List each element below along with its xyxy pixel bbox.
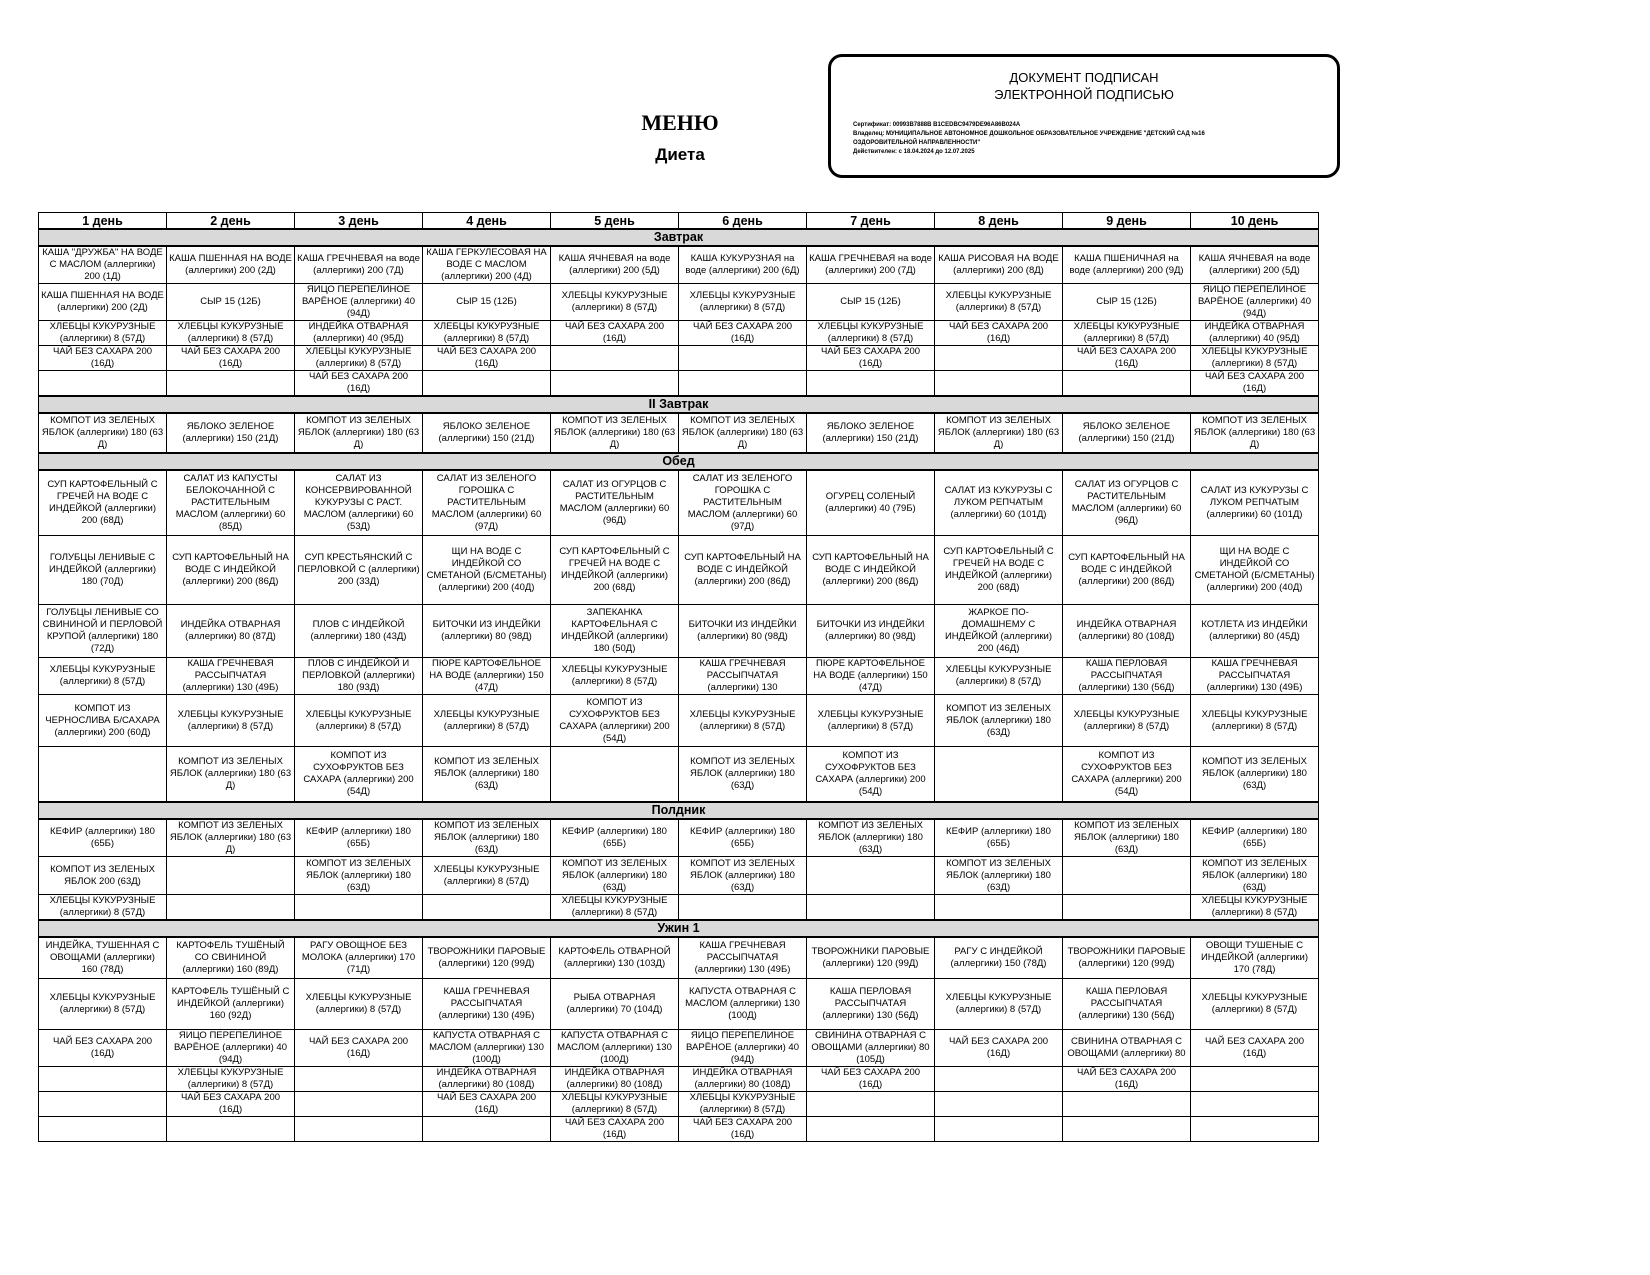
menu-cell: ЧАЙ БЕЗ САХАРА 200 (16Д) — [167, 1092, 295, 1117]
section-title: II Завтрак — [39, 396, 1319, 413]
menu-cell: СЫР 15 (12Б) — [167, 284, 295, 321]
menu-row — [39, 1117, 1319, 1142]
menu-cell — [167, 1117, 295, 1142]
menu-cell: КАРТОФЕЛЬ ТУШЁНЫЙ СО СВИНИНОЙ (аллергики) 160 (89Д) — [167, 937, 295, 979]
menu-cell — [167, 371, 295, 397]
section-title: Полдник — [39, 802, 1319, 819]
menu-cell: ХЛЕБЦЫ КУКУРУЗНЫЕ (аллергики) 8 (57Д) — [807, 321, 935, 346]
menu-cell: САЛАТ ИЗ ОГУРЦОВ С РАСТИТЕЛЬНЫМ МАСЛОМ (аллергики) 60 (96Д) — [1063, 470, 1191, 536]
menu-cell: ЧАЙ БЕЗ САХАРА 200 (16Д) — [935, 1030, 1063, 1067]
menu-cell: ХЛЕБЦЫ КУКУРУЗНЫЕ (аллергики) 8 (57Д) — [679, 1092, 807, 1117]
menu-cell — [167, 895, 295, 921]
menu-cell — [423, 1117, 551, 1142]
menu-cell — [679, 895, 807, 921]
signature-stamp — [828, 54, 1340, 178]
menu-cell: СУП КАРТОФЕЛЬНЫЙ НА ВОДЕ С ИНДЕЙКОЙ (аллергики) 200 (86Д) — [807, 536, 935, 605]
menu-row — [39, 346, 1319, 371]
menu-row — [39, 937, 1319, 979]
menu-cell: ЧАЙ БЕЗ САХАРА 200 (16Д) — [423, 346, 551, 371]
menu-cell: ХЛЕБЦЫ КУКУРУЗНЫЕ (аллергики) 8 (57Д) — [679, 695, 807, 747]
menu-cell: САЛАТ ИЗ ЗЕЛЕНОГО ГОРОШКА С РАСТИТЕЛЬНЫМ МАСЛОМ (аллергики) 60 (97Д) — [679, 470, 807, 536]
menu-cell: ЯИЦО ПЕРЕПЕЛИНОЕ ВАРЁНОЕ (аллергики) 40 (94Д) — [679, 1030, 807, 1067]
menu-cell: ХЛЕБЦЫ КУКУРУЗНЫЕ (аллергики) 8 (57Д) — [39, 979, 167, 1030]
day-header: 7 день — [807, 213, 935, 230]
menu-cell: ПЮРЕ КАРТОФЕЛЬНОЕ НА ВОДЕ (аллергики) 150 (47Д) — [423, 658, 551, 695]
menu-cell: СУП КАРТОФЕЛЬНЫЙ НА ВОДЕ С ИНДЕЙКОЙ (аллергики) 200 (86Д) — [1063, 536, 1191, 605]
menu-cell: КАПУСТА ОТВАРНАЯ С МАСЛОМ (аллергики) 130 (100Д) — [679, 979, 807, 1030]
menu-cell — [807, 895, 935, 921]
menu-cell: ЧАЙ БЕЗ САХАРА 200 (16Д) — [295, 1030, 423, 1067]
menu-cell: ХЛЕБЦЫ КУКУРУЗНЫЕ (аллергики) 8 (57Д) — [1063, 321, 1191, 346]
menu-cell: ХЛЕБЦЫ КУКУРУЗНЫЕ (аллергики) 8 (57Д) — [807, 695, 935, 747]
menu-cell — [423, 371, 551, 397]
menu-cell: КОМПОТ ИЗ СУХОФРУКТОВ БЕЗ САХАРА (аллергики) 200 (54Д) — [807, 747, 935, 803]
menu-cell: ТВОРОЖНИКИ ПАРОВЫЕ (аллергики) 120 (99Д) — [1063, 937, 1191, 979]
menu-cell: ЯБЛОКО ЗЕЛЕНОЕ (аллергики) 150 (21Д) — [807, 413, 935, 453]
menu-cell: ХЛЕБЦЫ КУКУРУЗНЫЕ (аллергики) 8 (57Д) — [551, 1092, 679, 1117]
menu-cell: КОМПОТ ИЗ ЗЕЛЕНЫХ ЯБЛОК (аллергики) 180 (63Д) — [423, 819, 551, 857]
menu-cell — [935, 1117, 1063, 1142]
menu-cell: СВИНИНА ОТВАРНАЯ С ОВОЩАМИ (аллергики) 80 (105Д) — [807, 1030, 935, 1067]
day-header: 5 день — [551, 213, 679, 230]
menu-cell — [807, 1092, 935, 1117]
menu-cell — [295, 1117, 423, 1142]
menu-cell: КАПУСТА ОТВАРНАЯ С МАСЛОМ (аллергики) 130 (100Д) — [551, 1030, 679, 1067]
menu-cell — [295, 1067, 423, 1092]
menu-cell: ХЛЕБЦЫ КУКУРУЗНЫЕ (аллергики) 8 (57Д) — [551, 658, 679, 695]
menu-cell — [1063, 857, 1191, 895]
menu-cell: САЛАТ ИЗ ЗЕЛЕНОГО ГОРОШКА С РАСТИТЕЛЬНЫМ МАСЛОМ (аллергики) 60 (97Д) — [423, 470, 551, 536]
menu-cell: КОТЛЕТА ИЗ ИНДЕЙКИ (аллергики) 80 (45Д) — [1191, 605, 1319, 658]
menu-cell: ЧАЙ БЕЗ САХАРА 200 (16Д) — [807, 346, 935, 371]
menu-cell: ХЛЕБЦЫ КУКУРУЗНЫЕ (аллергики) 8 (57Д) — [167, 1067, 295, 1092]
menu-cell — [935, 1067, 1063, 1092]
menu-cell — [1191, 1092, 1319, 1117]
menu-cell: ИНДЕЙКА ОТВАРНАЯ (аллергики) 40 (95Д) — [1191, 321, 1319, 346]
menu-cell: САЛАТ ИЗ КУКУРУЗЫ С ЛУКОМ РЕПЧАТЫМ (аллергики) 60 (101Д) — [935, 470, 1063, 536]
menu-cell — [551, 747, 679, 803]
menu-cell: ХЛЕБЦЫ КУКУРУЗНЫЕ (аллергики) 8 (57Д) — [935, 284, 1063, 321]
menu-cell: КАРТОФЕЛЬ ОТВАРНОЙ (аллергики) 130 (103Д) — [551, 937, 679, 979]
menu-cell: ЩИ НА ВОДЕ С ИНДЕЙКОЙ СО СМЕТАНОЙ (Б/СМЕТАНЫ) (аллергики) 200 (40Д) — [423, 536, 551, 605]
menu-cell: КАША КУКУРУЗНАЯ на воде (аллергики) 200 (6Д) — [679, 246, 807, 284]
menu-row — [39, 371, 1319, 397]
menu-cell: ХЛЕБЦЫ КУКУРУЗНЫЕ (аллергики) 8 (57Д) — [679, 284, 807, 321]
menu-cell — [295, 1092, 423, 1117]
menu-cell: КОМПОТ ИЗ ЗЕЛЕНЫХ ЯБЛОК (аллергики) 180 (63Д) — [423, 747, 551, 803]
menu-cell: ПЮРЕ КАРТОФЕЛЬНОЕ НА ВОДЕ (аллергики) 150 (47Д) — [807, 658, 935, 695]
menu-cell — [551, 346, 679, 371]
menu-cell: КАША "ДРУЖБА" НА ВОДЕ С МАСЛОМ (аллергики) 200 (1Д) — [39, 246, 167, 284]
menu-cell: КОМПОТ ИЗ ЗЕЛЕНЫХ ЯБЛОК (аллергики) 180 (63 Д) — [551, 413, 679, 453]
menu-row — [39, 895, 1319, 921]
menu-cell: ТВОРОЖНИКИ ПАРОВЫЕ (аллергики) 120 (99Д) — [807, 937, 935, 979]
menu-cell: ХЛЕБЦЫ КУКУРУЗНЫЕ (аллергики) 8 (57Д) — [39, 658, 167, 695]
menu-cell: ХЛЕБЦЫ КУКУРУЗНЫЕ (аллергики) 8 (57Д) — [1191, 346, 1319, 371]
menu-cell — [935, 346, 1063, 371]
menu-cell: КОМПОТ ИЗ ЗЕЛЕНЫХ ЯБЛОК (аллергики) 180 (63Д) — [1191, 857, 1319, 895]
menu-cell: КОМПОТ ИЗ ЗЕЛЕНЫХ ЯБЛОК (аллергики) 180 (63 Д) — [167, 819, 295, 857]
menu-cell: КОМПОТ ИЗ ЗЕЛЕНЫХ ЯБЛОК (аллергики) 180 (63Д) — [679, 857, 807, 895]
section-title: Завтрак — [39, 229, 1319, 246]
menu-cell: ЧАЙ БЕЗ САХАРА 200 (16Д) — [1191, 1030, 1319, 1067]
menu-row — [39, 246, 1319, 284]
menu-cell: БИТОЧКИ ИЗ ИНДЕЙКИ (аллергики) 80 (98Д) — [807, 605, 935, 658]
menu-cell: ЧАЙ БЕЗ САХАРА 200 (16Д) — [167, 346, 295, 371]
menu-cell: БИТОЧКИ ИЗ ИНДЕЙКИ (аллергики) 80 (98Д) — [679, 605, 807, 658]
menu-row — [39, 658, 1319, 695]
menu-cell: КОМПОТ ИЗ ЗЕЛЕНЫХ ЯБЛОК (аллергики) 180 (63Д) — [295, 857, 423, 895]
menu-cell: ЧАЙ БЕЗ САХАРА 200 (16Д) — [935, 321, 1063, 346]
menu-cell: КОМПОТ ИЗ ЗЕЛЕНЫХ ЯБЛОК (аллергики) 180 (63Д) — [1063, 819, 1191, 857]
menu-cell: САЛАТ ИЗ КОНСЕРВИРОВАННОЙ КУКУРУЗЫ С РАСТ. МАСЛОМ (аллергики) 60 (53Д) — [295, 470, 423, 536]
menu-cell — [39, 1092, 167, 1117]
menu-cell: ИНДЕЙКА ОТВАРНАЯ (аллергики) 80 (108Д) — [679, 1067, 807, 1092]
menu-cell: ЯБЛОКО ЗЕЛЕНОЕ (аллергики) 150 (21Д) — [167, 413, 295, 453]
menu-cell: СУП КАРТОФЕЛЬНЫЙ С ГРЕЧЕЙ НА ВОДЕ С ИНДЕЙКОЙ (аллергики) 200 (68Д) — [39, 470, 167, 536]
menu-cell: РАГУ ОВОЩНОЕ БЕЗ МОЛОКА (аллергики) 170 (71Д) — [295, 937, 423, 979]
day-header: 9 день — [1063, 213, 1191, 230]
menu-row — [39, 413, 1319, 453]
menu-cell: КОМПОТ ИЗ СУХОФРУКТОВ БЕЗ САХАРА (аллергики) 200 (54Д) — [295, 747, 423, 803]
menu-cell: СУП КАРТОФЕЛЬНЫЙ НА ВОДЕ С ИНДЕЙКОЙ (аллергики) 200 (86Д) — [167, 536, 295, 605]
menu-cell: РЫБА ОТВАРНАЯ (аллергики) 70 (104Д) — [551, 979, 679, 1030]
menu-cell: КОМПОТ ИЗ ЗЕЛЕНЫХ ЯБЛОК (аллергики) 180 (63Д) — [551, 857, 679, 895]
menu-cell: САЛАТ ИЗ ОГУРЦОВ С РАСТИТЕЛЬНЫМ МАСЛОМ (аллергики) 60 (96Д) — [551, 470, 679, 536]
menu-cell: КЕФИР (аллергики) 180 (65Б) — [39, 819, 167, 857]
menu-cell: КАША ГРЕЧНЕВАЯ РАССЫПЧАТАЯ (аллергики) 130 (49Б) — [1191, 658, 1319, 695]
menu-cell: ЧАЙ БЕЗ САХАРА 200 (16Д) — [1063, 1067, 1191, 1092]
menu-cell: ГОЛУБЦЫ ЛЕНИВЫЕ С ИНДЕЙКОЙ (аллергики) 180 (70Д) — [39, 536, 167, 605]
menu-cell: КАША ПЕРЛОВАЯ РАССЫПЧАТАЯ (аллергики) 130 (56Д) — [1063, 658, 1191, 695]
menu-cell: КОМПОТ ИЗ ЗЕЛЕНЫХ ЯБЛОК (аллергики) 180 (63 Д) — [167, 747, 295, 803]
menu-cell — [935, 371, 1063, 397]
menu-cell: ХЛЕБЦЫ КУКУРУЗНЫЕ (аллергики) 8 (57Д) — [423, 695, 551, 747]
menu-cell: КОМПОТ ИЗ СУХОФРУКТОВ БЕЗ САХАРА (аллергики) 200 (54Д) — [1063, 747, 1191, 803]
menu-cell: ЯБЛОКО ЗЕЛЕНОЕ (аллергики) 150 (21Д) — [1063, 413, 1191, 453]
menu-cell — [1063, 1117, 1191, 1142]
menu-cell: КОМПОТ ИЗ ЗЕЛЕНЫХ ЯБЛОК (аллергики) 180 (63 Д) — [679, 413, 807, 453]
menu-cell: КАША ПШЕННАЯ НА ВОДЕ (аллергики) 200 (2Д) — [39, 284, 167, 321]
menu-cell — [807, 857, 935, 895]
signature-owner: Владелец: МУНИЦИПАЛЬНОЕ АВТОНОМНОЕ ДОШКОЛЬНОЕ ОБРАЗОВАТЕЛЬНОЕ УЧРЕЖДЕНИЕ "ДЕТСКИЙ САД №16 — [853, 131, 1205, 137]
menu-cell: ЗАПЕКАНКА КАРТОФЕЛЬНАЯ С ИНДЕЙКОЙ (аллергики) 180 (50Д) — [551, 605, 679, 658]
menu-cell: БИТОЧКИ ИЗ ИНДЕЙКИ (аллергики) 80 (98Д) — [423, 605, 551, 658]
menu-cell: КОМПОТ ИЗ ЧЕРНОСЛИВА Б/САХАРА (аллергики) 200 (60Д) — [39, 695, 167, 747]
section-title: Ужин 1 — [39, 920, 1319, 937]
menu-cell — [1191, 1117, 1319, 1142]
menu-cell — [679, 346, 807, 371]
menu-cell — [1191, 1067, 1319, 1092]
signature-line2: ЭЛЕКТРОННОЙ ПОДПИСЬЮ — [994, 87, 1174, 102]
menu-cell: ХЛЕБЦЫ КУКУРУЗНЫЕ (аллергики) 8 (57Д) — [295, 979, 423, 1030]
menu-cell: КЕФИР (аллергики) 180 (65Б) — [935, 819, 1063, 857]
section-header-row — [39, 453, 1319, 470]
menu-cell: ПЛОВ С ИНДЕЙКОЙ И ПЕРЛОВКОЙ (аллергики) 180 (93Д) — [295, 658, 423, 695]
menu-row — [39, 536, 1319, 605]
menu-cell: КАРТОФЕЛЬ ТУШЁНЫЙ С ИНДЕЙКОЙ (аллергики) 160 (92Д) — [167, 979, 295, 1030]
menu-cell — [807, 371, 935, 397]
menu-row — [39, 284, 1319, 321]
menu-cell: ОГУРЕЦ СОЛЕНЫЙ (аллергики) 40 (79Б) — [807, 470, 935, 536]
menu-cell: КЕФИР (аллергики) 180 (65Б) — [295, 819, 423, 857]
menu-cell: ЧАЙ БЕЗ САХАРА 200 (16Д) — [1063, 346, 1191, 371]
menu-cell — [1063, 895, 1191, 921]
menu-cell: КОМПОТ ИЗ ЗЕЛЕНЫХ ЯБЛОК (аллергики) 180 (63Д) — [679, 747, 807, 803]
menu-cell: ЯИЦО ПЕРЕПЕЛИНОЕ ВАРЁНОЕ (аллергики) 40 (94Д) — [167, 1030, 295, 1067]
menu-cell: ХЛЕБЦЫ КУКУРУЗНЫЕ (аллергики) 8 (57Д) — [167, 695, 295, 747]
menu-cell: ИНДЕЙКА ОТВАРНАЯ (аллергики) 80 (108Д) — [551, 1067, 679, 1092]
menu-row — [39, 819, 1319, 857]
menu-cell: ХЛЕБЦЫ КУКУРУЗНЫЕ (аллергики) 8 (57Д) — [551, 284, 679, 321]
menu-cell: ЖАРКОЕ ПО-ДОМАШНЕМУ С ИНДЕЙКОЙ (аллергики) 200 (46Д) — [935, 605, 1063, 658]
menu-cell: КОМПОТ ИЗ ЗЕЛЕНЫХ ЯБЛОК (аллергики) 180 (63Д) — [935, 857, 1063, 895]
menu-cell: КОМПОТ ИЗ ЗЕЛЕНЫХ ЯБЛОК (аллергики) 180 (63Д) — [807, 819, 935, 857]
menu-cell: ХЛЕБЦЫ КУКУРУЗНЫЕ (аллергики) 8 (57Д) — [935, 979, 1063, 1030]
menu-cell: ЯИЦО ПЕРЕПЕЛИНОЕ ВАРЁНОЕ (аллергики) 40 (94Д) — [1191, 284, 1319, 321]
page-subtitle: Диета — [655, 145, 705, 164]
menu-cell: ХЛЕБЦЫ КУКУРУЗНЫЕ (аллергики) 8 (57Д) — [39, 321, 167, 346]
menu-cell: КЕФИР (аллергики) 180 (65Б) — [551, 819, 679, 857]
menu-cell: КОМПОТ ИЗ ЗЕЛЕНЫХ ЯБЛОК (аллергики) 180 (63 Д) — [39, 413, 167, 453]
menu-cell: ХЛЕБЦЫ КУКУРУЗНЫЕ (аллергики) 8 (57Д) — [295, 346, 423, 371]
menu-cell: КОМПОТ ИЗ ЗЕЛЕНЫХ ЯБЛОК 200 (63Д) — [39, 857, 167, 895]
menu-row — [39, 979, 1319, 1030]
menu-cell: ХЛЕБЦЫ КУКУРУЗНЫЕ (аллергики) 8 (57Д) — [295, 695, 423, 747]
menu-cell: КАША ПШЕНИЧНАЯ на воде (аллергики) 200 (9Д) — [1063, 246, 1191, 284]
menu-cell: ХЛЕБЦЫ КУКУРУЗНЫЕ (аллергики) 8 (57Д) — [551, 895, 679, 921]
menu-cell: ЩИ НА ВОДЕ С ИНДЕЙКОЙ СО СМЕТАНОЙ (Б/СМЕТАНЫ) (аллергики) 200 (40Д) — [1191, 536, 1319, 605]
menu-cell: ЯИЦО ПЕРЕПЕЛИНОЕ ВАРЁНОЕ (аллергики) 40 (94Д) — [295, 284, 423, 321]
menu-cell — [295, 895, 423, 921]
menu-cell: КЕФИР (аллергики) 180 (65Б) — [1191, 819, 1319, 857]
signature-owner-cont: ОЗДОРОВИТЕЛЬНОЙ НАПРАВЛЕННОСТИ" — [853, 140, 981, 146]
menu-cell: ЧАЙ БЕЗ САХАРА 200 (16Д) — [551, 321, 679, 346]
menu-cell: КАША ГРЕЧНЕВАЯ на воде (аллергики) 200 (7Д) — [807, 246, 935, 284]
menu-row — [39, 857, 1319, 895]
menu-cell: КАПУСТА ОТВАРНАЯ С МАСЛОМ (аллергики) 130 (100Д) — [423, 1030, 551, 1067]
menu-row — [39, 470, 1319, 536]
menu-cell: СВИНИНА ОТВАРНАЯ С ОВОЩАМИ (аллергики) 80 — [1063, 1030, 1191, 1067]
menu-cell — [39, 747, 167, 803]
menu-cell: ХЛЕБЦЫ КУКУРУЗНЫЕ (аллергики) 8 (57Д) — [39, 895, 167, 921]
menu-cell — [39, 1117, 167, 1142]
menu-cell: ОВОЩИ ТУШЕНЫЕ С ИНДЕЙКОЙ (аллергики) 170 (78Д) — [1191, 937, 1319, 979]
page-title: МЕНЮ — [641, 110, 719, 135]
menu-cell: ЯБЛОКО ЗЕЛЕНОЕ (аллергики) 150 (21Д) — [423, 413, 551, 453]
menu-cell: СЫР 15 (12Б) — [423, 284, 551, 321]
section-header-row — [39, 802, 1319, 819]
menu-cell: КЕФИР (аллергики) 180 (65Б) — [679, 819, 807, 857]
menu-row — [39, 1030, 1319, 1067]
day-header: 1 день — [39, 213, 167, 230]
menu-cell: СУП КАРТОФЕЛЬНЫЙ С ГРЕЧЕЙ НА ВОДЕ С ИНДЕЙКОЙ (аллергики) 200 (68Д) — [551, 536, 679, 605]
signature-validity: Действителен: с 18.04.2024 до 12.07.2025 — [853, 149, 975, 155]
menu-cell — [39, 371, 167, 397]
menu-cell: КАША ПЕРЛОВАЯ РАССЫПЧАТАЯ (аллергики) 130 (56Д) — [807, 979, 935, 1030]
menu-row — [39, 1067, 1319, 1092]
menu-cell: КАША ГРЕЧНЕВАЯ РАССЫПЧАТАЯ (аллергики) 130 (49Б) — [679, 937, 807, 979]
menu-cell: РАГУ С ИНДЕЙКОЙ (аллергики) 150 (78Д) — [935, 937, 1063, 979]
menu-row — [39, 747, 1319, 803]
menu-cell: ЧАЙ БЕЗ САХАРА 200 (16Д) — [679, 1117, 807, 1142]
day-header: 10 день — [1191, 213, 1319, 230]
menu-cell: КОМПОТ ИЗ ЗЕЛЕНЫХ ЯБЛОК (аллергики) 180 (63 Д) — [295, 413, 423, 453]
menu-cell: ИНДЕЙКА ОТВАРНАЯ (аллергики) 80 (87Д) — [167, 605, 295, 658]
menu-cell: ИНДЕЙКА ОТВАРНАЯ (аллергики) 80 (108Д) — [1063, 605, 1191, 658]
menu-cell: ЧАЙ БЕЗ САХАРА 200 (16Д) — [807, 1067, 935, 1092]
menu-cell — [679, 371, 807, 397]
signature-certificate: Сертификат: 00993B7888B B1CEDBC9479DE96A86B024A — [853, 122, 1021, 128]
menu-cell: КАША ГРЕЧНЕВАЯ РАССЫПЧАТАЯ (аллергики) 130 (49Б) — [167, 658, 295, 695]
menu-cell: СЫР 15 (12Б) — [807, 284, 935, 321]
menu-row — [39, 1092, 1319, 1117]
menu-cell: ХЛЕБЦЫ КУКУРУЗНЫЕ (аллергики) 8 (57Д) — [1191, 895, 1319, 921]
day-header: 3 день — [295, 213, 423, 230]
menu-cell: ЧАЙ БЕЗ САХАРА 200 (16Д) — [295, 371, 423, 397]
menu-cell: ХЛЕБЦЫ КУКУРУЗНЫЕ (аллергики) 8 (57Д) — [1191, 695, 1319, 747]
menu-cell: ХЛЕБЦЫ КУКУРУЗНЫЕ (аллергики) 8 (57Д) — [423, 321, 551, 346]
menu-cell: ИНДЕЙКА ОТВАРНАЯ (аллергики) 80 (108Д) — [423, 1067, 551, 1092]
menu-cell — [935, 1092, 1063, 1117]
menu-cell: ИНДЕЙКА ОТВАРНАЯ (аллергики) 40 (95Д) — [295, 321, 423, 346]
menu-cell: КАША РИСОВАЯ НА ВОДЕ (аллергики) 200 (8Д) — [935, 246, 1063, 284]
menu-cell: САЛАТ ИЗ КУКУРУЗЫ С ЛУКОМ РЕПЧАТЫМ (аллергики) 60 (101Д) — [1191, 470, 1319, 536]
menu-cell — [167, 857, 295, 895]
menu-cell: ХЛЕБЦЫ КУКУРУЗНЫЕ (аллергики) 8 (57Д) — [167, 321, 295, 346]
menu-row — [39, 321, 1319, 346]
menu-cell: КАША ГРЕЧНЕВАЯ РАССЫПЧАТАЯ (аллергики) 130 (49Б) — [423, 979, 551, 1030]
menu-cell: ХЛЕБЦЫ КУКУРУЗНЫЕ (аллергики) 8 (57Д) — [1191, 979, 1319, 1030]
day-header: 6 день — [679, 213, 807, 230]
menu-cell: КОМПОТ ИЗ ЗЕЛЕНЫХ ЯБЛОК (аллергики) 180 (63 Д) — [935, 413, 1063, 453]
section-header-row — [39, 229, 1319, 246]
menu-cell: ЧАЙ БЕЗ САХАРА 200 (16Д) — [423, 1092, 551, 1117]
menu-cell — [39, 1067, 167, 1092]
menu-cell — [1063, 371, 1191, 397]
menu-cell — [935, 895, 1063, 921]
menu-cell: ЧАЙ БЕЗ САХАРА 200 (16Д) — [551, 1117, 679, 1142]
menu-row — [39, 695, 1319, 747]
menu-cell: СЫР 15 (12Б) — [1063, 284, 1191, 321]
menu-cell: КАША ЯЧНЕВАЯ на воде (аллергики) 200 (5Д) — [551, 246, 679, 284]
section-title: Обед — [39, 453, 1319, 470]
menu-cell — [423, 895, 551, 921]
menu-cell: ХЛЕБЦЫ КУКУРУЗНЫЕ (аллергики) 8 (57Д) — [423, 857, 551, 895]
menu-cell: КОМПОТ ИЗ СУХОФРУКТОВ БЕЗ САХАРА (аллергики) 200 (54Д) — [551, 695, 679, 747]
menu-cell: ЧАЙ БЕЗ САХАРА 200 (16Д) — [1191, 371, 1319, 397]
day-header: 8 день — [935, 213, 1063, 230]
menu-cell: ХЛЕБЦЫ КУКУРУЗНЫЕ (аллергики) 8 (57Д) — [1063, 695, 1191, 747]
menu-cell: КОМПОТ ИЗ ЗЕЛЕНЫХ ЯБЛОК (аллергики) 180 (63Д) — [1191, 747, 1319, 803]
menu-cell: ЧАЙ БЕЗ САХАРА 200 (16Д) — [39, 346, 167, 371]
menu-cell: ЧАЙ БЕЗ САХАРА 200 (16Д) — [39, 1030, 167, 1067]
menu-cell: КАША ГРЕЧНЕВАЯ на воде (аллергики) 200 (7Д) — [295, 246, 423, 284]
menu-cell — [551, 371, 679, 397]
menu-cell: КОМПОТ ИЗ ЗЕЛЕНЫХ ЯБЛОК (аллергики) 180 (63Д) — [935, 695, 1063, 747]
menu-cell — [807, 1117, 935, 1142]
day-header: 2 день — [167, 213, 295, 230]
menu-cell: САЛАТ ИЗ КАПУСТЫ БЕЛОКОЧАННОЙ С РАСТИТЕЛЬНЫМ МАСЛОМ (аллергики) 60 (85Д) — [167, 470, 295, 536]
menu-cell: КАША ГЕРКУЛЕСОВАЯ НА ВОДЕ С МАСЛОМ (аллергики) 200 (4Д) — [423, 246, 551, 284]
menu-cell: КАША ГРЕЧНЕВАЯ РАССЫПЧАТАЯ (аллергики) 130 — [679, 658, 807, 695]
days-header-row — [39, 213, 1319, 230]
menu-cell: ТВОРОЖНИКИ ПАРОВЫЕ (аллергики) 120 (99Д) — [423, 937, 551, 979]
menu-cell: КАША ПЕРЛОВАЯ РАССЫПЧАТАЯ (аллергики) 130 (56Д) — [1063, 979, 1191, 1030]
menu-cell: ИНДЕЙКА, ТУШЕННАЯ С ОВОЩАМИ (аллергики) 160 (78Д) — [39, 937, 167, 979]
menu-table — [38, 212, 1319, 1142]
section-header-row — [39, 396, 1319, 413]
menu-cell: ПЛОВ С ИНДЕЙКОЙ (аллергики) 180 (43Д) — [295, 605, 423, 658]
section-header-row — [39, 920, 1319, 937]
menu-cell: КОМПОТ ИЗ ЗЕЛЕНЫХ ЯБЛОК (аллергики) 180 (63 Д) — [1191, 413, 1319, 453]
menu-row — [39, 605, 1319, 658]
menu-cell: КАША ПШЕННАЯ НА ВОДЕ (аллергики) 200 (2Д) — [167, 246, 295, 284]
menu-cell: ГОЛУБЦЫ ЛЕНИВЫЕ СО СВИНИНОЙ И ПЕРЛОВОЙ КРУПОЙ (аллергики) 180 (72Д) — [39, 605, 167, 658]
menu-cell: КАША ЯЧНЕВАЯ на воде (аллергики) 200 (5Д) — [1191, 246, 1319, 284]
menu-cell: ЧАЙ БЕЗ САХАРА 200 (16Д) — [679, 321, 807, 346]
menu-cell — [935, 747, 1063, 803]
menu-cell: СУП КРЕСТЬЯНСКИЙ С ПЕРЛОВКОЙ С (аллергики) 200 (33Д) — [295, 536, 423, 605]
menu-cell: СУП КАРТОФЕЛЬНЫЙ С ГРЕЧЕЙ НА ВОДЕ С ИНДЕЙКОЙ (аллергики) 200 (68Д) — [935, 536, 1063, 605]
menu-cell: ХЛЕБЦЫ КУКУРУЗНЫЕ (аллергики) 8 (57Д) — [935, 658, 1063, 695]
signature-line1: ДОКУМЕНТ ПОДПИСАН — [1009, 70, 1159, 85]
menu-cell — [1063, 1092, 1191, 1117]
day-header: 4 день — [423, 213, 551, 230]
menu-cell: СУП КАРТОФЕЛЬНЫЙ НА ВОДЕ С ИНДЕЙКОЙ (аллергики) 200 (86Д) — [679, 536, 807, 605]
